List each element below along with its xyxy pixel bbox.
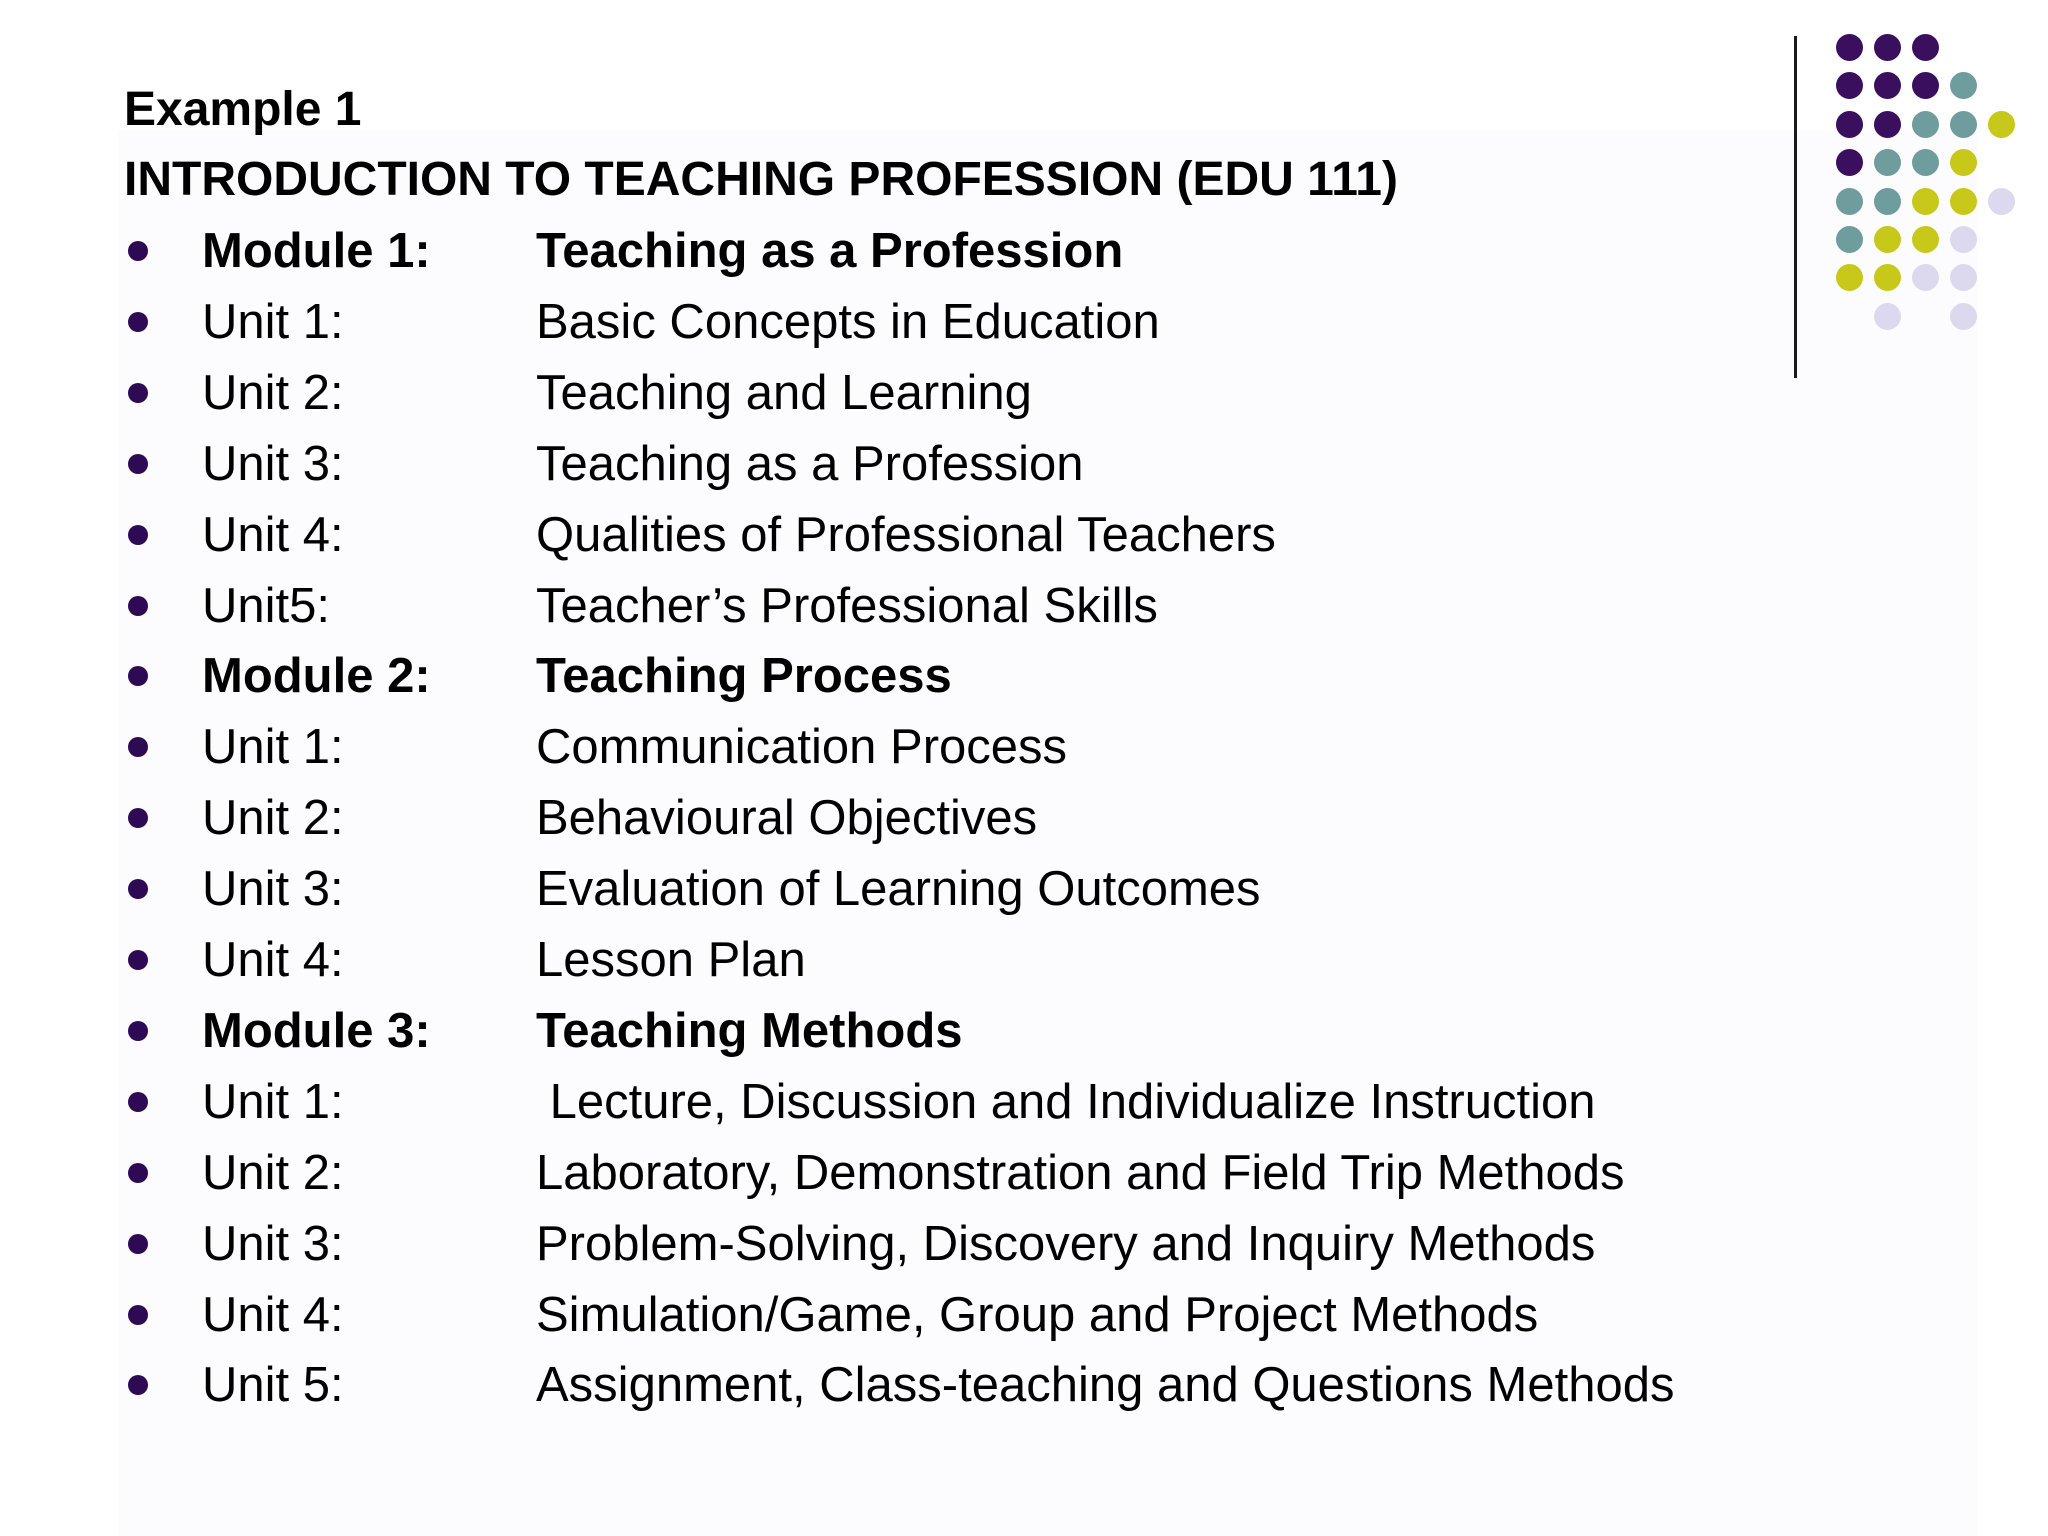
unit-title: Qualities of Professional Teachers: [536, 507, 1276, 562]
unit-title: Behavioural Objectives: [536, 791, 1038, 846]
unit-item: [0, 1214, 1780, 1274]
unit-title: Lecture, Discussion and Individualize Instruction: [536, 1074, 1596, 1129]
unit-item: [0, 505, 1780, 565]
decorative-dot: [1874, 188, 1901, 215]
unit-item: [0, 1285, 1780, 1345]
unit-item: [0, 859, 1780, 919]
decorative-dot: [1874, 303, 1901, 330]
bullet-icon: [128, 1092, 148, 1112]
unit-item: [0, 292, 1780, 352]
decorative-dot-pattern: [0, 0, 2048, 420]
bullet-icon: [128, 596, 148, 616]
unit-label: Unit 3:: [202, 1216, 344, 1271]
unit-item: [0, 788, 1780, 848]
bullet-icon: [128, 1021, 148, 1041]
unit-title: Assignment, Class-teaching and Questions Methods: [536, 1358, 1675, 1413]
decorative-dot: [1950, 188, 1977, 215]
module-title: Teaching Methods: [536, 1003, 963, 1058]
module-label: Module 3:: [202, 1003, 431, 1058]
decorative-dot: [1912, 149, 1939, 176]
decorative-dot: [1988, 188, 2015, 215]
decorative-dot: [1836, 34, 1863, 61]
slide-subtitle: Example 1: [124, 83, 362, 136]
unit-title: Problem-Solving, Discovery and Inquiry Methods: [536, 1216, 1596, 1271]
unit-title: Basic Concepts in Education: [536, 294, 1160, 349]
unit-label: Unit 1:: [202, 294, 344, 349]
unit-item: [0, 717, 1780, 777]
decorative-dot: [1912, 34, 1939, 61]
module-label: Module 2:: [202, 649, 431, 704]
unit-label: Unit 3:: [202, 436, 344, 491]
bullet-icon: [128, 666, 148, 686]
unit-title: Teacher’s Professional Skills: [536, 578, 1158, 633]
unit-title: Teaching as a Profession: [536, 436, 1084, 491]
unit-title: Teaching and Learning: [536, 365, 1032, 420]
decorative-dot: [1836, 264, 1863, 291]
decorative-dot: [1912, 264, 1939, 291]
decorative-dot: [1950, 303, 1977, 330]
decorative-dot: [1874, 34, 1901, 61]
decorative-dot: [1912, 226, 1939, 253]
decorative-dot: [1836, 111, 1863, 138]
bullet-icon: [128, 737, 148, 757]
unit-item: [0, 1355, 1780, 1415]
decorative-dot: [1912, 188, 1939, 215]
decorative-dot: [1950, 149, 1977, 176]
module-item: [0, 646, 1780, 706]
bullet-icon: [128, 950, 148, 970]
module-item: [0, 221, 1780, 281]
unit-title: Lesson Plan: [536, 933, 806, 987]
unit-item: [0, 434, 1780, 494]
decorative-dot: [1912, 111, 1939, 138]
decorative-dot: [1950, 264, 1977, 291]
decorative-dot: [1874, 149, 1901, 176]
decorative-dot: [1836, 149, 1863, 176]
unit-label: Unit 5:: [202, 1358, 344, 1413]
unit-label: Unit 2:: [202, 791, 344, 846]
unit-title: Evaluation of Learning Outcomes: [536, 862, 1261, 917]
decorative-dot: [1988, 111, 2015, 138]
unit-label: Unit5:: [202, 578, 331, 633]
bullet-icon: [128, 312, 148, 332]
unit-label: Unit 3:: [202, 862, 344, 917]
unit-item: [0, 930, 1780, 990]
bullet-icon: [128, 525, 148, 545]
course-title: INTRODUCTION TO TEACHING PROFESSION (EDU 111): [124, 153, 1398, 206]
bullet-icon: [128, 454, 148, 474]
unit-label: Unit 2:: [202, 365, 344, 420]
unit-label: Unit 4:: [202, 1287, 344, 1342]
module-title: Teaching as a Profession: [536, 224, 1124, 278]
unit-title: Laboratory, Demonstration and Field Trip Methods: [536, 1145, 1625, 1200]
decorative-dot: [1912, 72, 1939, 99]
module-label: Module 1:: [202, 224, 431, 278]
vertical-divider: [1794, 36, 1797, 378]
bullet-icon: [128, 1375, 148, 1395]
unit-title: Communication Process: [536, 720, 1068, 775]
module-title: Teaching Process: [536, 649, 952, 704]
unit-item: [0, 1143, 1780, 1203]
decorative-dot: [1874, 111, 1901, 138]
unit-label: Unit 1:: [202, 1074, 344, 1129]
module-item: [0, 1001, 1780, 1061]
decorative-dot: [1950, 72, 1977, 99]
unit-item: [0, 576, 1780, 636]
decorative-dot: [1836, 72, 1863, 99]
decorative-dot: [1874, 226, 1901, 253]
bullet-icon: [128, 241, 148, 261]
bullet-icon: [128, 1163, 148, 1183]
bullet-icon: [128, 879, 148, 899]
decorative-dot: [1950, 226, 1977, 253]
decorative-dot: [1836, 226, 1863, 253]
bullet-icon: [128, 1305, 148, 1325]
unit-item: [0, 1072, 1780, 1132]
decorative-dot: [1950, 111, 1977, 138]
bullet-icon: [128, 1234, 148, 1254]
unit-item: [0, 363, 1780, 423]
unit-label: Unit 4:: [202, 933, 344, 987]
unit-label: Unit 2:: [202, 1145, 344, 1200]
bullet-icon: [128, 383, 148, 403]
unit-label: Unit 1:: [202, 720, 344, 775]
decorative-dot: [1836, 188, 1863, 215]
decorative-dot: [1874, 72, 1901, 99]
decorative-dot: [1874, 264, 1901, 291]
unit-label: Unit 4:: [202, 507, 344, 562]
unit-title: Simulation/Game, Group and Project Methods: [536, 1287, 1539, 1342]
bullet-icon: [128, 808, 148, 828]
